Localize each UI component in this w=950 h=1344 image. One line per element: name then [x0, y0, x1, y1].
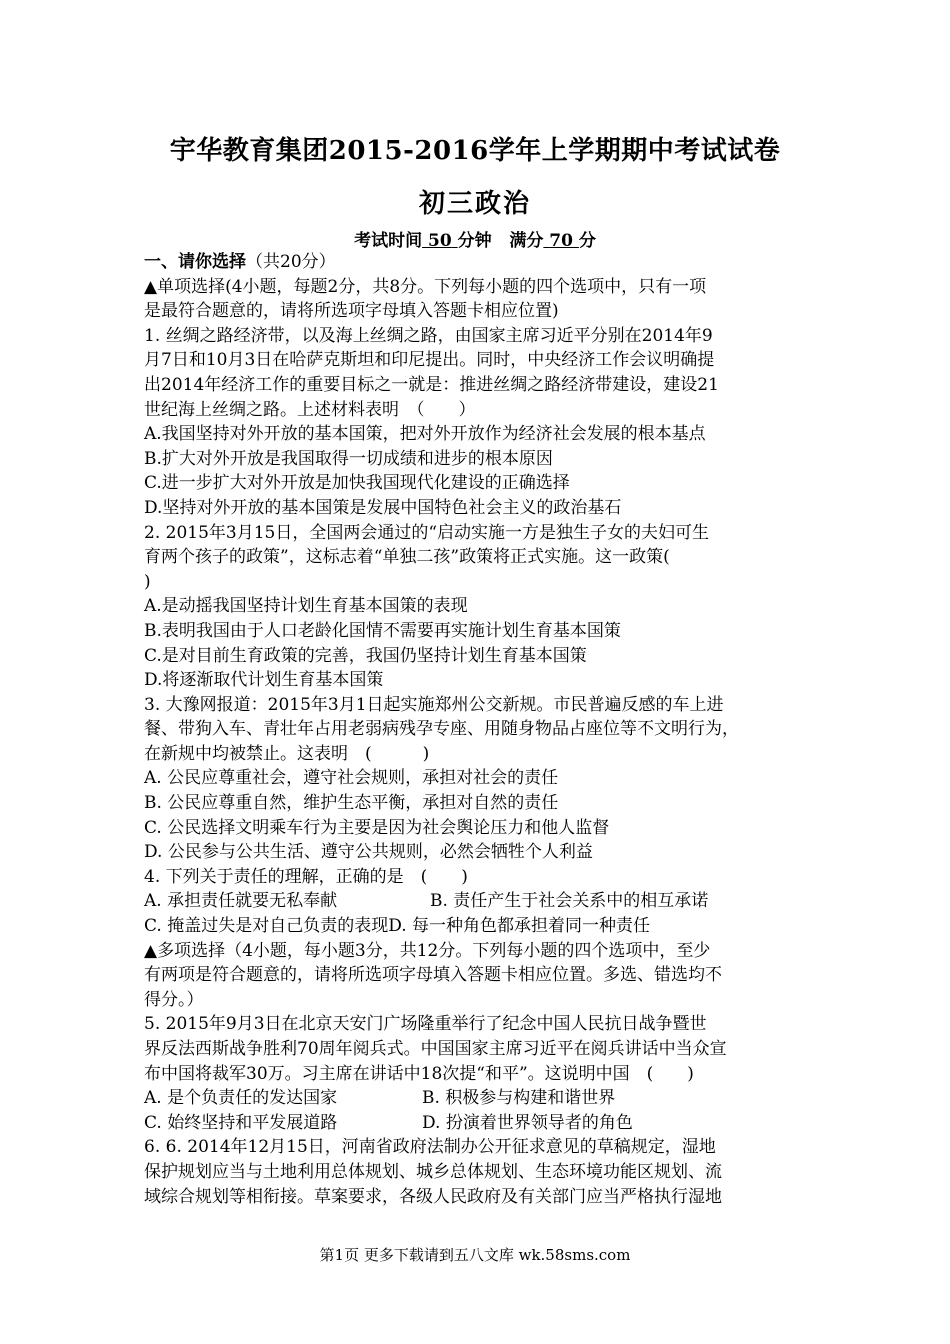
text-line: ▲多项选择（4小题，每小题3分，共12分。下列每小题的四个选项中，至少 — [144, 940, 711, 961]
text-line: 有两项是符合题意的，请将所选项字母填入答题卡相应位置。多选、错选均不 — [144, 965, 722, 986]
text-line: 月7日和10月3日在哈萨克斯坦和印尼提出。同时，中央经济工作会议明确提 — [144, 350, 715, 371]
q5-option-c: C. 始终坚持和平发展道路 — [144, 1112, 338, 1133]
text-line: 界反法西斯战争胜利70周年阅兵式。中国国家主席习近平在阅兵讲话中当众宣 — [144, 1039, 727, 1059]
score-unit: 分 — [578, 231, 596, 251]
q5-options-row-2 — [144, 1111, 812, 1136]
text-line: 得分。） — [144, 989, 204, 1010]
q4-options-row-1 — [144, 889, 812, 914]
text-line: B. 公民应尊重自然，维护生态平衡，承担对自然的责任 — [144, 793, 559, 814]
section-note: （共20分） — [246, 252, 336, 272]
text-line: ▲单项选择(4小题，每题2分，共8分。下列每小题的四个选项中，只有一项 — [144, 276, 707, 297]
text-line: C.进一步扩大对外开放是加快我国现代化建设的正确选择 — [144, 473, 570, 494]
text-line: A.我国坚持对外开放的基本国策，把对外开放作为经济社会发展的根本基点 — [144, 424, 706, 445]
exam-body — [144, 250, 812, 1209]
text-line: 出2014年经济工作的重要目标之一就是：推进丝绸之路经济带建设，建设21 — [144, 374, 719, 395]
text-line: 3. 大豫网报道：2015年3月1日起实施郑州公交新规。市民普遍反感的车上进 — [144, 694, 724, 715]
text-line: 1. 丝绸之路经济带，以及海上丝绸之路，由国家主席习近平分别在2014年9 — [144, 325, 713, 346]
exam-title: 宇华教育集团2015-2016学年上学期期中考试试卷 — [169, 136, 781, 166]
text-line: 是最符合题意的，请将所选项字母填入答题卡相应位置) — [144, 301, 559, 322]
page-footer: 第1页 更多下载请到五八文库 wk.58sms.com — [319, 1246, 631, 1264]
text-line: 6. 6. 2014年12月15日，河南省政府法制办公开征求意见的草稿规定，湿地 — [144, 1137, 716, 1158]
q5-options-row-1 — [144, 1086, 812, 1111]
text-line: 世纪海上丝绸之路。上述材料表明 （ ） — [144, 399, 476, 420]
text-line: 布中国将裁军30万。习主席在讲话中18次提“和平”。这说明中国 ( ) — [144, 1063, 694, 1084]
q5-option-b: B. 积极参与构建和谐世界 — [422, 1088, 616, 1109]
section-heading — [144, 250, 812, 275]
q5-option-d: D. 扮演着世界领导者的角色 — [422, 1112, 633, 1133]
text-line: D. 公民参与公共生活、遵守公共规则，必然会牺牲个人利益 — [144, 842, 593, 863]
text-line: D.坚持对外开放的基本国策是发展中国特色社会主义的政治基石 — [144, 497, 622, 518]
q4-option-a: A. 承担责任就要无私奉献 — [144, 891, 338, 912]
section-title: 一、请你选择 — [144, 252, 246, 272]
q4-option-c: C. 掩盖过失是对自己负责的表现 — [144, 916, 389, 937]
text-line: B.扩大对外开放是我国取得一切成绩和进步的根本原因 — [144, 448, 553, 469]
text-line: 餐、带狗入车、青壮年占用老弱病残孕专座、用随身物品占座位等不文明行为， — [144, 719, 739, 740]
time-unit: 分钟 — [457, 231, 492, 251]
text-line: A.是动摇我国坚持计划生育基本国策的表现 — [144, 596, 468, 617]
score-value: 70 — [549, 231, 573, 251]
text-line: 4. 下列关于责任的理解，正确的是 ( ) — [144, 866, 468, 887]
text-line: 在新规中均被禁止。这表明 ( ) — [144, 743, 430, 764]
text-line: C. 公民选择文明乘车行为主要是因为社会舆论压力和他人监督 — [144, 817, 610, 838]
q5-option-a: A. 是个负责任的发达国家 — [144, 1088, 338, 1109]
text-line: A. 公民应尊重社会，遵守社会规则，承担对社会的责任 — [144, 768, 559, 789]
text-line: 2. 2015年3月15日，全国两会通过的“启动实施一方是独生子女的夫妇可生 — [144, 522, 710, 543]
text-line: C.是对目前生育政策的完善，我国仍坚持计划生育基本国策 — [144, 645, 587, 666]
text-line: 育两个孩子的政策”，这标志着“单独二孩”政策将正式实施。这一政策( — [144, 547, 670, 568]
text-line: D.将逐渐取代计划生育基本国策 — [144, 670, 384, 691]
time-value: 50 — [428, 231, 452, 251]
q4-option-d: D. 每一种角色都承担着同一种责任 — [388, 916, 651, 937]
text-line: 域综合规划等相衔接。草案要求，各级人民政府及有关部门应当严格执行湿地 — [144, 1186, 722, 1207]
exam-subject: 初三政治 — [418, 189, 531, 219]
time-label: 考试时间 — [354, 231, 423, 251]
text-line: 5. 2015年9月3日在北京天安门广场隆重举行了纪念中国人民抗日战争暨世 — [144, 1014, 707, 1035]
text-line: ) — [144, 571, 151, 592]
text-line: 保护规划应当与土地利用总体规划、城乡总体规划、生态环境功能区规划、流 — [144, 1161, 722, 1182]
q4-options-row-2 — [144, 914, 812, 939]
exam-meta — [0, 226, 950, 251]
text-line: B.表明我国由于人口老龄化国情不需要再实施计划生育基本国策 — [144, 620, 621, 641]
q4-option-b: B. 责任产生于社会关系中的相互承诺 — [430, 891, 709, 912]
score-label: 满分 — [509, 231, 544, 251]
